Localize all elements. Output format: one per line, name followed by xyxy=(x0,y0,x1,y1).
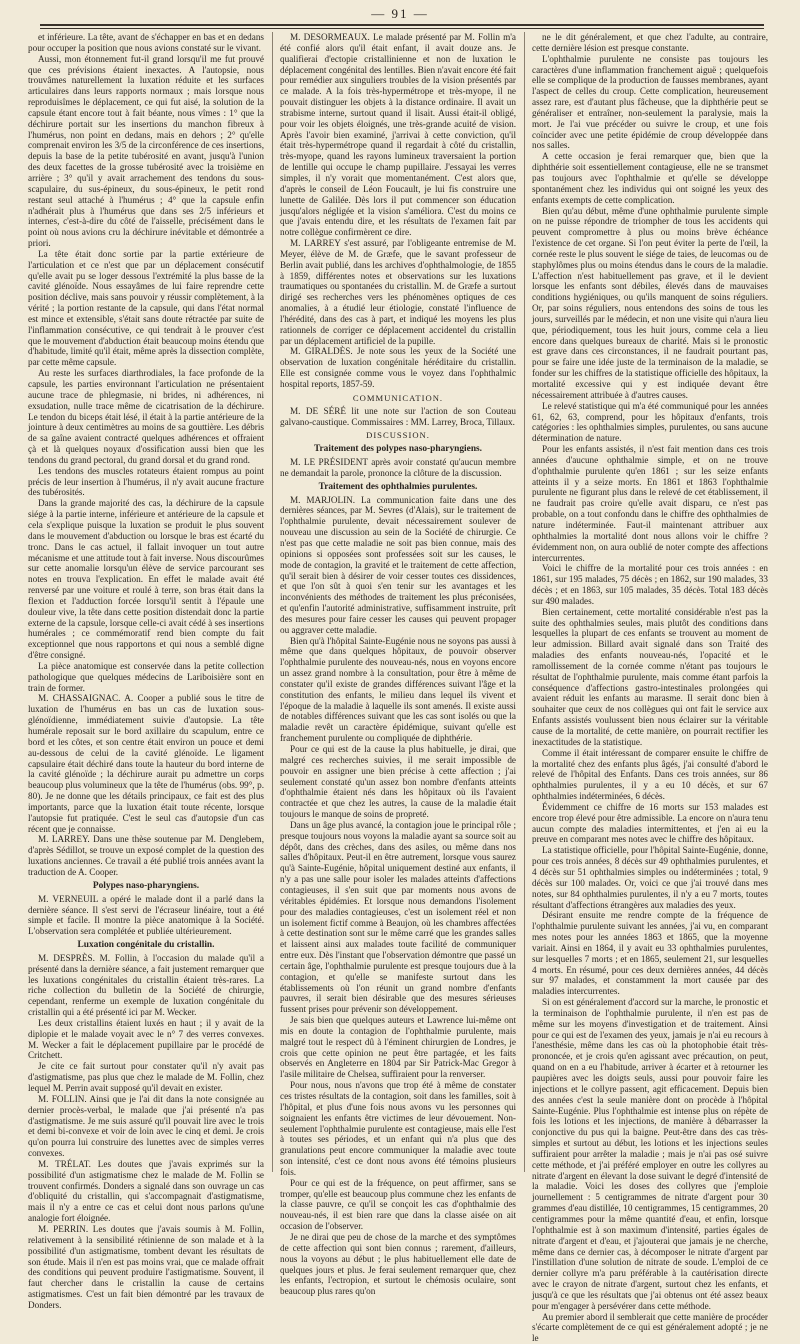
paragraph: La pièce anatomique est conservée dans la petite collection pathologique que quelques médecins de Lariboisière sont en train de former. xyxy=(28,660,264,693)
paragraph: M. CHASSAIGNAC. A. Cooper a publié sous le titre de luxation de l'humérus en bas un cas de luxation sous-glénoïdienne, immédiatement suivie d'autopsie. La tête humérale reposait sur le bord axillaire du scapulum, entre ce bord et les côtes, et son centre était environ un pouce et demi au-dessous de celui de la cavité glénoïde. Le ligament capsulaire était déchiré dans toute la hauteur du bord interne de la cavité glénoïde ; la déchirure aurait pu admettre un corps beaucoup plus volumineux que la tête de l'humérus (obs. 99°, p. 80). Je ne donne que les détails principaux, ce fait est des plus importants, parce que la luxation était toute récente, lorsque l'autopsie fut pratiquée. C'est le seul cas d'autopsie d'un cas récent que je connaisse. xyxy=(28,693,264,834)
paragraph: Le relevé statistique qui m'a été communiqué pour les années 61, 62, 63, comprend, pour les hôpitaux d'enfants, trois catégories : les ophthalmies simples, purulentes, ou sans aucune détermination de nature. xyxy=(532,400,768,444)
text-column-left xyxy=(28,32,264,1310)
header-rule-thin xyxy=(40,28,764,29)
paragraph: Dans un âge plus avancé, la contagion joue le principal rôle ; presque toujours nous voyons la maladie ayant sa source soit au dépôt, dans des crèches, dans des asiles, ou même dans nos salles d'hôpitaux. Peut-il en être autrement, lorsque vous saurez qu'à Sainte-Eugénie, hôpital uniquement destiné aux enfants, il n'y a pas une salle pour isoler les malades atteints d'affections contagieuses, il s'en suit que par moments nous avons de véritables épidémies. Et lorsque nous demandons l'isolement pour des maladies contagieuses, c'est un isolement réel et non un isolement fictif comme à Beaujon, où les chambres affectées à cette destination sont sur le même carré que les grandes salles et laissent ainsi aux malades toute facilité de communiquer entre eux. Dès l'instant que l'observation démontre que passé un certain âge, l'ophthalmie purulente est presque toujours due à la contagion, et qu'elle se manifeste surtout dans les établissements où l'on réunit un grand nombre d'enfants pauvres, il serait bien désirable que des mesures sérieuses fussent prises pour prévenir son développement. xyxy=(280,819,516,1015)
paragraph: Au premier abord il semblerait que cette manière de procéder s'écarte complètement de ce qui est généralement adopté ; je ne le xyxy=(532,1311,768,1344)
section-heading: Traitement des ophthalmies purulentes. xyxy=(318,481,478,492)
paragraph: Je cite ce fait surtout pour constater qu'il n'y avait pas d'astigmatisme, pas plus que chez le malade de M. Follin, chez lequel M. Perrin avait supposé qu'il devait en exister. xyxy=(28,1061,264,1093)
section-label: DISCUSSION. xyxy=(366,430,430,441)
paragraph: Au reste les surfaces diarthrodiales, la face profonde de la capsule, les parties environnant l'articulation ne présentaient aucune trace de phlegmasie, ni brides, ni adhérences, ni exsudation, nulle trace même de cicatrisation de la déchirure. Le tendon du biceps était lésé, il était à la partie antérieure de la jointure à deux centimètres au moins de sa gouttière. Les débris de sa gaîne avaient contracté quelques adhérences et offraient çà et là quelques noyaux d'ossification aussi bien que les tendons du grand pectoral, du grand dorsal et du grand rond. xyxy=(28,368,264,465)
paragraph: Bien qu'à l'hôpital Sainte-Eugénie nous ne soyons pas aussi à même que dans quelques hôpitaux, de pouvoir observer l'ophthalmie purulente des nouveau-nés, nous en voyons encore un assez grand nombre à la consultation, pour être à même de constater qu'il existe de grandes différences suivant l'âge et la constitution des enfants, le milieu dans lequel ils vivent et l'époque de la maladie à laquelle ils sont amenés. Il existe aussi de notables différences suivant que les cas sont isolés ou que la maladie revêt un caractère épidémique, suivant qu'elle est franchement purulente ou compliquée de diphthérie. xyxy=(280,635,516,744)
paragraph: La statistique officielle, pour l'hôpital Sainte-Eugénie, donne, pour ces trois années, 8 décès sur 49 ophthalmies purulentes, et 4 décès sur 51 ophthalmies simples ou indéterminées ; total, 9 décès sur 100 malades. Or, voici ce que j'ai trouvé dans mes notes, sur 84 ophthalmies purulentes, il n'y a eu 7 morts, toutes résultant d'affections étrangères aux maladies des yeux. xyxy=(532,845,768,910)
paragraph: Évidemment ce chiffre de 16 morts sur 153 malades est encore trop élevé pour être admissible. La encore on n'aura tenu aucun compte des maladies intermittentes, et j'en ai eu la preuve en comparant mes notes avec le chiffre des hôpitaux. xyxy=(532,801,768,845)
paragraph: L'ophthalmie purulente ne consiste pas toujours les caractères d'une inflammation franchement aiguë ; quelquefois elle se complique de la production de fausses membranes, ayant l'aspect de celles du croup. Cette complication, heureusement assez rare, est d'autant plus fâcheuse, que la diphthérie peut se généraliser et entraîner, non-seulement la paralysie, mais la mort. Je l'ai vue précéder ou suivre le croup, et une fois coïncider avec une petite épidémie de croup développée dans nos salles. xyxy=(532,53,768,151)
paragraph: M. DESPRÈS. M. Follin, à l'occasion du malade qu'il a présenté dans la dernière séance, a fait justement remarquer que les luxations congénitales du cristallin étaient très-rares. La riche collection du bulletin de la Société de chirurgie, cependant, renferme un exemple de luxation congénitale du cristallin qui a été présenté ici par M. Wecker. xyxy=(28,952,264,1018)
text-column-right xyxy=(532,32,768,1344)
paragraph: M. DESORMEAUX. Le malade présenté par M. Follin m'a été confié alors qu'il était enfant, il avait douze ans. Je qualifierai d'ectopie cristallinienne et non de luxation le déplacement congénital des lentilles. Bien n'avait encore été fait pour remédier aux singuliers troubles de la vision présentés par ce malade. A la fois très-hypermétrope et très-myope, il ne pouvait distinguer les objets à la distance ordinaire. Il avait un strabisme interne, surtout quand il lisait. Aussi était-il obligé, pour voir les objets éloignés, une très-grande acuité de vision. Après l'avoir bien examiné, j'arrivai à cette conviction, qu'il était très-hypermétrope quand il regardait à côté du cristallin, très-myope, quand les rayons lumineux traversaient la portion de lentille qui occupe le champ pupillaire. J'essayai les verres simples, il n'y vorait que momentanément. C'est alors que, d'après le conseil de Léon Foucault, je lui fis construire une lunette de Galilée. Dès lors il put commencer son éducation jusqu'alors négligée et la vision s'améliora. C'est du moins ce que j'avais entendu dire, et les résultats de l'examen fait par notre collègue confirmèrent ce dire. xyxy=(280,32,516,238)
paragraph: Bien qu'au début, même d'une ophthalmie purulente simple on ne puisse répondre de triompher de tous les accidents qui peuvent compromettre à plus ou moins brève échéance l'existence de cet organe. Si l'on peut éviter la perte de l'œil, la cornée reste le plus souvent le siége de taies, de leucomas ou de staphylômes plus ou moins étendus dans le cours de la maladie. L'affection n'est habituellement pas grave, et il le devient lorsque les enfants sont débiles, élevés dans de mauvaises conditions hygiéniques, ou qu'ils manquent de soins réguliers. Or, par soins réguliers, nous entendons des soins de tous les jours, surveillés par le médecin, et non une visite qui n'aura lieu que, périodiquement, tous les huit jours, comme cela a lieu encore dans quelques bureaux de charité. Mais si le pronostic est grave dans ces circonstances, il ne faudrait pourtant pas, pour se faire une idée juste de la terminaison de la maladie, se fonder sur les chiffres de la statistique officielle des hôpitaux, la mortalité excessive qui y est indiquée devant être nécessairement attribuée à d'autres causes. xyxy=(532,205,768,400)
paragraph: Pour ce qui est de la fréquence, on peut affirmer, sans se tromper, qu'elle est beaucoup plus commune chez les enfants de la classe pauvre, ce qu'il se conçoit les cas d'ophthalmie des nouveau-nés, il est bien rare que dans la classe aisée on ait occasion de l'observer. xyxy=(280,1177,516,1232)
header-rule xyxy=(40,24,764,26)
paragraph: M. MARJOLIN. La communication faite dans une des dernières séances, par M. Sevres (d'Alais), sur le traitement de l'ophthalmie purulente, devait nécessairement soulever de nouveau une discussion au sein de la Société de chirurgie. Ce n'est pas que cette maladie ne soit pas bien connue, mais des opinions si opposées sont professées soit sur les causes, le mode de contagion, la gravité et le traitement de cette affection, qu'il serait bien à désirer de voir cesser toutes ces dissidences, et que l'on sût à quoi s'en tenir sur les avantages et les inconvénients des méthodes de traitement les plus préconisées, et qu'enfin l'autorité administrative, suffisamment instruite, prît des mesures pour faire cesser les causes qui peuvent propager ou aggraver cette maladie. xyxy=(280,494,516,635)
paragraph: Comme il était intéressant de comparer ensuite le chiffre de la mortalité chez des enfants plus âgés, j'ai consulté d'abord le relevé de l'hôpital des Enfants. Dans ces trois années, sur 86 ophthalmies purulentes, il y a eu 10 décès, et sur 67 ophthalmies indéterminées, 6 décès. xyxy=(532,747,768,802)
paragraph: M. LARREY. Dans une thèse soutenue par M. Denglebem, d'après Sédillot, se trouve un exposé complet de la question des luxations anciennes. Ce travail a été publié trois années avant la traduction de A. Cooper. xyxy=(28,834,264,877)
paragraph: Dans la grande majorité des cas, la déchirure de la capsule siége à la partie interne, inférieure et antérieure de la capsule et cela s'explique puisque la luxation se produit le plus souvent dans le mouvement d'abduction ou lorsque le bras est écarté du tronc. Dans le cas actuel, il fallait invoquer un tout autre mécanisme et une attitude tout à fait inverse. Nous discourûmes sur cette anomalie lorsqu'un élève de service parcourant ses notes en trouva l'explication. En effet le malade avait été renversé par une voiture et roulé à terre, son bras était dans la flexion et l'adduction forcée lorsqu'il sentit à l'épaule une douleur vive, la tête dans cette position distendait donc la partie externe de la capsule, lorsque celle-ci avait cédé à ses insertions humérales ; ce commémoratif rend bien compte du fait exceptionnel que nous rapportons et qui nous a semblé digne d'être consigné. xyxy=(28,498,264,661)
section-label: COMMUNICATION. xyxy=(352,392,444,403)
paragraph: La tête était donc sortie par la partie extérieure de l'articulation et ce n'est que par un déplacement consécutif qu'elle avait pu se loger dessous l'extrémité la plus basse de la cavité glénoïde. Nous essayâmes de lui faire reprendre cette position déclive, mais sans pouvoir y réussir complètement, à la vérité ; la portion restante de la capsule, qui dans l'état normal est mince et extensible, s'était sans doute rétractée par suite de l'inflammation consécutive, ce qui tendrait à le prouver c'est que le mouvement d'abduction était beaucoup moins étendu que d'habitude, limité qu'il était, même après la dissection complète, par cette même capsule. xyxy=(28,248,264,368)
paragraph: Voici le chiffre de la mortalité pour ces trois années : en 1861, sur 195 malades, 75 décès ; en 1862, sur 190 malades, 33 décès ; et en 1863, sur 105 malades, 35 décès. Total 183 décès sur 490 malades. xyxy=(532,563,768,606)
paragraph: Je sais bien que quelques auteurs et Lawrence lui-même ont mis en doute la contagion de l'ophthalmie purulente, mais malgré tout le respect dû à l'éminent chirurgien de Londres, je crois que cette opinion ne peut être partagée, et les faits observés en Angleterre en 1804 par Sir Patrick-Mac Gregor à l'asile militaire de Chelsea, suffiraient pour la renverser. xyxy=(280,1015,516,1080)
paragraph: Bien certainement, cette mortalité considérable n'est pas la suite des ophthalmies seules, mais plutôt des conditions dans lesquelles la plupart de ces enfants se trouvent au moment de leur admission. Billard avait signalé dans son Traité des maladies des enfants nouveau-nés, l'opacité et le ramollissement de la cornée comme n'étant pas toujours le résultat de l'ophthalmie purulente, mais comme étant parfois la conséquence d'affections gastro-intestinales prolongées qui avaient réduit les enfants au marasme. Il serait donc bien à souhaiter que ceux de nos collègues qui ont fait le service aux Enfants assistés voulussent bien nous éclairer sur la véritable cause de la mortalité, de cette manière, on pourrait rectifier les inexactitudes de la statistique. xyxy=(532,606,768,747)
paragraph: Aussi, mon étonnement fut-il grand lorsqu'il me fut prouvé que ces prévisions étaient inexactes. A l'autopsie, nous trouvâmes naturellement la luxation réduite et les surfaces articulaires dans leurs rapports normaux ; mais lorsque nous reproduisîmes le déplacement, ce qui fut aisé, la solution de la capsule étant encore tout à fait béante, nous vîmes : 1° que la déchirure portait sur les insertions du manchon fibreux à l'humérus, non point en dedans, mais en dehors ; 2° qu'elle comprenait environ les 3/5 de la circonférence de ces insertions, depuis la base de la petite tubérosité en avant, jusqu'à l'union des deux facettes de la grosse tubérosité avec la troisième en arrière ; 3° qu'il y avait arrachement des tendons du sous-scapulaire, du sus-épineux, du sous-épineux, le petit rond restant seul attaché à l'humérus ; 4° que la capsule enfin n'adhérait plus à l'humérus que dans ses 2/5 inférieurs et internes, c'est-à-dire du côté de l'aisselle, précisément dans le point où nous avions cru la déchirure inévitable et démontrée a priori. xyxy=(28,53,264,249)
section-heading: Polypes naso-pharyngiens. xyxy=(92,880,200,891)
paragraph: M. FOLLIN. Ainsi que je l'ai dit dans la note consignée au dernier procès-verbal, le malade que j'ai présenté n'a pas d'astigmatisme. Je me suis assuré qu'il pouvait lire avec le trois et demi bi-convexe et voir de loin avec le cinq et demi. Je crois qu'on pourra lui construire des lunettes avec de simples verres convexes. xyxy=(28,1093,264,1159)
column-divider xyxy=(272,32,273,1172)
paragraph: Pour nous, nous n'avons que trop été à même de constater ces tristes résultats de la contagion, soit dans les familles, soit à l'hôpital, et plus d'une fois nous avons vu les personnes qui soignaient les enfants être victimes de leur dévouement. Non-seulement l'ophthalmie purulente est contagieuse, mais elle l'est à toutes ses périodes, et un enfant qui n'a plus que des granulations peut encore communiquer la maladie avec toute son intensité, c'est ce dont nous avons été témoins plusieurs fois. xyxy=(280,1080,516,1177)
paragraph: M. VERNEUIL a opéré le malade dont il a parlé dans la dernière séance. Il s'est servi de l'écraseur linéaire, tout a été simple et facile. Il montre la pièce anatomique à la Société. L'observation sera complétée et publiée ultérieurement. xyxy=(28,893,264,937)
paragraph: M. TRÉLAT. Les doutes que j'avais exprimés sur la possibilité d'un astigmatisme chez le malade de M. Follin se trouvent confirmés. Donders a signalé dans son ouvrage un cas d'obliquité du cristallin, qui s'accompagnait d'astigmatisme, mais il n'y a entre ce cas et celui dont nous parlons qu'une analogie fort éloignée. xyxy=(28,1158,264,1224)
section-heading: Luxation congénitale du cristallin. xyxy=(77,940,215,951)
text-column-middle xyxy=(280,32,516,1297)
paragraph: Je ne dirai que peu de chose de la marche et des symptômes de cette affection qui sont bien connus ; rarement, d'ailleurs, nous la voyons au début ; le plus habituellement elle date de quelques jours et plus. Je ferai seulement remarquer que, chez les enfants, l'ectropion, et surtout le chémosis oculaire, sont beaucoup plus rares qu'on xyxy=(280,1231,516,1297)
paragraph: A cette occasion je ferai remarquer que, bien que la diphthérie soit essentiellement contagieuse, elle ne se transmet pas toujours avec l'ophthalmie et qu'elle se développe spontanément chez les individus qui ont soigné les yeux des enfants exempts de cette complication. xyxy=(532,151,768,205)
paragraph: Si on est généralement d'accord sur la marche, le pronostic et la terminaison de l'ophthalmie purulente, il n'en est pas de même sur les moyens d'investigation et de traitement. Ainsi pour ce qui est de l'examen des yeux, jamais je n'ai eu recours à l'anesthésie, même dans les cas où la photophobie était très-prononcée, et je crois qu'en agissant avec précaution, on peut, quand on en a eu l'habitude, arriver à écarter et à retourner les paupières avec les doigts seuls, aussi pour pouvoir faire les injections et le collyre passent, agit efficacement. Depuis bien des années c'est la seule manière dont on procède à l'hôpital Sainte-Eugénie. Plus l'ophthalmie est intense plus on répète de fois les lotions et les injections, de manière à débarrasser la conjonctive du pus qui la baigne. Peut-être dans des cas très-simples et surtout au début, les lotions et les injections seules suffiraient pour arrêter la maladie ; mais je n'ai pas osé suivre cette méthode, et j'ai préféré employer en outre les collyres au nitrate d'argent en élevant la dose suivant le degré d'intensité de la maladie. Voici les doses des collyres que j'emploie journellement : 5 centigrammes de nitrate d'argent pour 30 grammes d'eau distillée, 10 centigrammes, 15 centigrammes, 20 centigrammes pour la même quantité d'eau, et enfin, lorsque l'ophthalmie est à son maximum d'intensité, parties égales de nitrate d'argent et d'eau, et j'ajouterai que jamais je ne cherche, même dans ce dernier cas, à décomposer le nitrate d'argent par l'instillation d'une solution de nitrate de soude. L'emploi de ce dernier collyre m'a paru préférable à la cautérisation directe avec le crayon de nitrate d'argent, surtout chez les enfants, et jusqu'à ce que les résultats que j'ai obtenus ont été assez beaux pour m'engager à persévérer dans cette méthode. xyxy=(532,997,768,1311)
paragraph: Pour les enfants assistés, il n'est fait mention dans ces trois années d'aucune ophthalmie simple, et on ne trouve d'ophthalmie purulente qu'en 1861 ; sur les seize enfants atteints il y a seize morts. En 1861 et 1863 l'ophthalmie purulente ne figurant plus dans le relevé de cet établissement, il ne faudrait pas croire qu'elle avait disparu, ce n'est pas probable, on a tout confondu dans le chiffre des ophthalmies de nature indéterminée. Faut-il maintenant attribuer aux ophthalmies la mortalité dont nous allons voir le chiffre ? évidemment non, on aura oublié de noter compte des affections intercurrentes. xyxy=(532,444,768,563)
paragraph: M. GIRALDÈS. Je note sous les yeux de la Société une observation de luxation congénitale héréditaire du cristallin. Elle est consignée comme vous le voyez dans l'ophthalmic hospital reports, 1857-59. xyxy=(280,346,516,389)
paragraph: ne le dit généralement, et que chez l'adulte, au contraire, cette dernière lésion est presque constante. xyxy=(532,32,768,53)
paragraph: M. LE PRÉSIDENT après avoir constaté qu'aucun membre ne demandait la parole, prononce la clôture de la discussion. xyxy=(280,457,516,478)
paragraph: M. PERRIN. Les doutes que j'avais soumis à M. Follin, relativement à la sensibilité rétinienne de son malade et à la possibilité d'un astigmatisme, tombent devant les résultats de son étude. Mais il n'en est pas moins vrai, que ce malade offrait des conditions qui peuvent produire l'astigmatisme. Souvent, il faut chercher dans le cristallin la cause de certains astigmatismes. C'est un fait bien démontré par les travaux de Donders. xyxy=(28,1223,264,1310)
section-heading: Traitement des polypes naso-pharyngiens. xyxy=(313,444,483,455)
paragraph: Les deux cristallins étaient luxés en haut ; il y avait de la diplopie et le malade voyait avec le n° 7 des verres convexes. M. Wecker a fait le déplacement pupillaire par le procédé de Critchett. xyxy=(28,1017,264,1061)
column-divider xyxy=(524,32,525,1172)
paragraph: Désirant ensuite me rendre compte de la fréquence de l'ophthalmie purulente suivant les années, j'ai vu, en comparant mes notes pour les années 1863 et 1865, que la moyenne variait. Ainsi en 1864, il y avait eu 33 ophthalmies purulentes, sur lesquelles 7 morts ; et en 1865, seulement 21, sur lesquelles 4 morts. En résumé, pour ces deux dernières années, 44 décès sur 97 malades, et constamment la mort causée par des maladies intercurrentes. xyxy=(532,910,768,997)
paragraph: M. LARREY s'est assuré, par l'obligeante entremise de M. Meyer, élève de M. de Græfe, que le savant professeur de Berlin avait publié, dans les archives d'ophthalmologie, de 1855 à 1859, différentes notes et observations sur les luxations traumatiques ou spontanées du cristallin. M. de Græfe a surtout dirigé ses recherches vers les phénomènes optiques de ces anomalies, à a étudié leur étiologie, constaté l'influence de l'hérédité, dans des cas à part, et indiqué les moyens les plus rationnels de corriger ce déplacement accidentel du cristallin par un déplacement artificiel de la pupille. xyxy=(280,238,516,346)
paragraph: Les tendons des muscles rotateurs étaient rompus au point précis de leur insertion à l'humérus, il n'y avait aucune fracture des tubérosités. xyxy=(28,465,264,498)
paragraph: et inférieure. La tête, avant de s'échapper en bas et en dedans pour occuper la position que nous avions constaté sur le vivant. xyxy=(28,32,264,53)
paragraph: M. DE SÉRÉ lit une note sur l'action de son Couteau galvano-caustique. Commissaires : MM. Larrey, Broca, Tillaux. xyxy=(280,405,516,427)
page-number: — 91 — xyxy=(371,6,429,21)
paragraph: Pour ce qui est de la cause la plus habituelle, je dirai, que malgré ces recherches suivies, il me serait impossible de pouvoir en assigner une bien précise à cette affection ; j'ai seulement constaté qu'un assez bon nombre d'enfants atteints d'ophthalmie étaient nés dans les hôpitaux où ils l'avaient contractée et que chez les autres, la cause de la maladie était toujours le manque de soins de propreté. xyxy=(280,744,516,820)
